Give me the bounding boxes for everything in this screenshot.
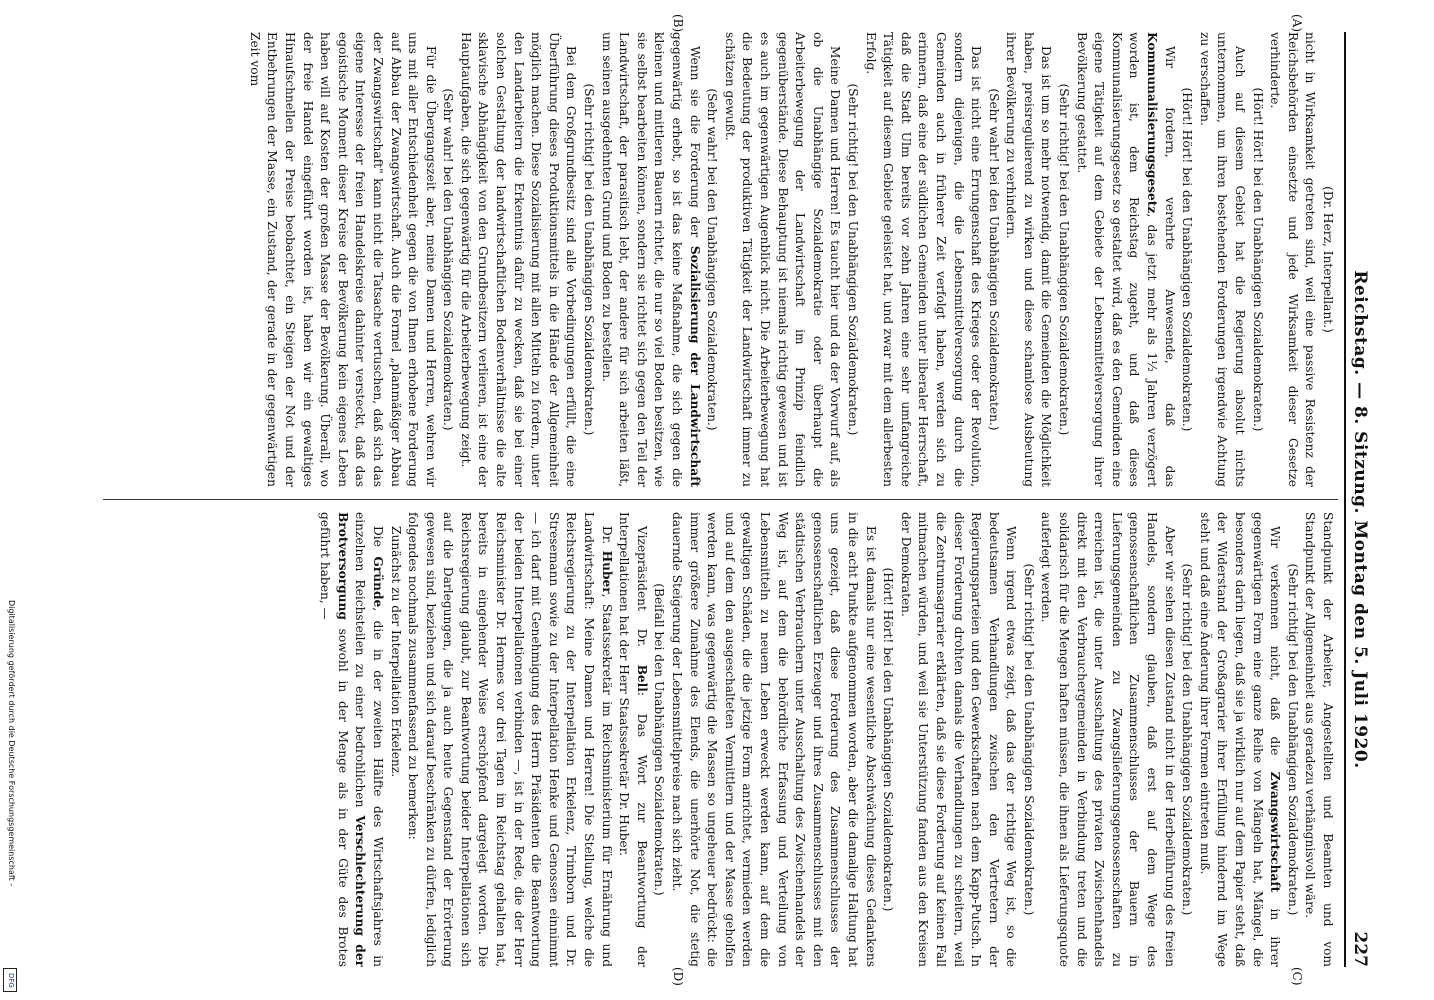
text-run: sowohl in der Menge als in der Güte des Brotes geführt haben, — bbox=[318, 512, 350, 967]
speaker-label: (Dr. Herz, Interpellant.) bbox=[1321, 186, 1335, 333]
text-run: gegenwärtig erhebt, so ist das keine Maßnahme, die sich gegen die kleinen und mittleren Bauern richtet, die nur so viel Boden besitzen, wie sie selbst bearbeiten können, sondern sie richtet sich gegen den Teil der Landwirtschaft, der parasitisch lebt, der andere für sich arbeiten läßt, um seinen ausgedehnten Grund und Boden zu bestellen. bbox=[599, 32, 685, 487]
page-number: 227 bbox=[1350, 931, 1370, 967]
paragraph: Es ist damals nur eine wesentliche Abschwächung dieses Gedankens in die acht Punkte aufgenommen worden, aber die damalige Haltung hat uns gezeigt, daß diese Forderung des Zusammenschlusses der genossenschaftlichen Erzeuger und ihres Zusammenschlusses mit den städtischen Verbrauchern unter Ausschaltung des Zwischenhandels der Weg ist, auf dem die behördliche Erfassung und Verteilung von Lebensmitteln zu neuem Leben erweckt werden kann, auf dem die gewaltigen Schäden, die die jetzige Form anrichtet, vermieden werden und auf dem den ausgeschalteten Vermittlern und der Masse geholfen werden kann, was gegenwärtig die Massen so ungeheuer bedrückt: die immer größere Zunahme des Elends, die unerhörte Not, die stetig dauernde Steigerung der Lebensmittelpreise nach sich zieht. bbox=[670, 512, 878, 967]
paragraph: Aber wir sehen diesen Zustand nicht in der Herbeiführung des freien Handels, sondern glauben, daß erst auf dem Wege des genossenschaftlichen Zusammenschlusses der Bauern in Lieferungsgemeinden zu Zwangslieferungsgenossenschaften zu erreichen ist, die unter Ausschaltung des privaten Zwischenhandels direkt mit den Verbrauchergemeinden in Verbindung treten und die solidarisch für die Mengen haften müssen, die ihnen als Lieferungsquote auferlegt werden. bbox=[1039, 512, 1177, 967]
scanned-page bbox=[90, 12, 1390, 987]
credit-text: Digitalisierung gefördert durch die Deutsche Forschungsgemeinschaft - bbox=[7, 600, 16, 887]
margin-letter-a: (A) bbox=[1290, 14, 1304, 33]
reaction: (Hört! Hört! bei den Unabhängigen Sozialdemokraten.) bbox=[881, 567, 896, 912]
paragraph: Zunächst zu der Interpellation Erkelenz. bbox=[388, 526, 403, 778]
running-title: Reichstag. — 8. Sitzung. Montag den 5. Juli 1920. bbox=[1350, 270, 1370, 769]
column-divider bbox=[103, 499, 1338, 500]
reaction: (Sehr richtig! bei den Unabhängigen Sozialdemokraten.) bbox=[845, 83, 860, 436]
reaction: (Sehr richtig! bei den Unabhängigen Sozialdemokraten.) bbox=[1180, 563, 1195, 916]
text-run: : Das Wort zur Beantwortung der Interpellationen hat der Herr Staatssekretär Dr. Huber. bbox=[617, 512, 649, 967]
text-run: Wenn sie die Forderung der bbox=[687, 46, 702, 246]
paragraph: Bei dem Großgrundbesitz sind alle Vorbedingungen erfüllt, die eine Überführung dieses Produktionsmittels in die Hände der Allgemeinheit möglich machen. Diese Sozialisierung mit allen Mitteln zu fordern, unter den Landarbeitern die Erkenntnis dafür zu wecken, daß sie bei einer solchen Gestaltung der landwirtschaftlichen Bodenverhältnisse die alte sklavische Abhängigkeit von den Grundbesitzern verlieren, ist eine der Hauptaufgaben, die sich gegenwärtig für die Arbeiterbewegung zeigt. bbox=[458, 32, 579, 487]
paragraph: Für die Übergangszeit aber, meine Damen und Herren, wehren wir uns mit aller Entschiedenheit gegen die von Ihnen erhobene Forderung auf Abbau der Zwangswirtschaft. Auch die Formel „planmäßiger Abbau der Zwangswirtschaft" kann nicht die Tatsache vertuschen, daß sich das eigene Interesse der freien Handelskreise dahinter versteckt, daß das egoistische Moment dieser Kreise der Bevölkerung kein eigenes Leben haben will auf Kosten der großen Masse der Bevölkerung. Überall, wo der freie Handel eingeführt worden ist, haben wir ein gewaltiges Hinaufschnellen der Preise beobachtet, ein Steigen der Not und der Entbehrungen der Masse, ein Zustand, der gerade in der gegenwärtigen Zeit vom bbox=[247, 32, 438, 487]
text-run: Wir fordern, verehrte Anwesende, daß das bbox=[1162, 46, 1177, 487]
margin-letter-c: (C) bbox=[1290, 967, 1304, 986]
paragraph bbox=[1195, 512, 1283, 967]
margin-letter-d: (D) bbox=[671, 967, 685, 986]
paragraph: Wenn irgend etwas zeigt, daß das der richtige Weg ist, so die bedeutsamen Verhandlungen zwischen den Vertretern der Regierungsparteien und den Gewerkschaften nach dem Kapp-Putsch. In dieser Forderung drohten damals die Verhandlungen zu scheitern, weil die Zentrumsagrarier erklärten, daß sie diese Forderung auf keinen Fall mitmachen würden, und weil sie Unterstützung fanden aus den Kreisen der Demokraten. bbox=[898, 512, 1019, 967]
reaction: (Sehr richtig! bei den Unabhängigen Sozialdemokraten.) bbox=[1021, 563, 1036, 916]
paragraph bbox=[404, 512, 615, 967]
paragraph: nicht in Wirksamkeit getreten sind, weil eine passive Resistenz der Reichsbehörden einsetzte und jede Wirksamkeit dieser Gesetze verhinderte. bbox=[1268, 32, 1318, 487]
text-run: in ihrer gegenwärtigen Form eine ganze Reihe von Mängeln hat, Mängel, die besonders darin liegen, daß sie ja wirklich nur auf dem Papier steht, daß der Widerstand der Großagrarier ihrer Erfüllung hindernd im Wege steht und daß eine Änderung ihrer Formen eintreten muß. bbox=[1197, 512, 1283, 967]
text-run: Vizepräsident Dr. bbox=[634, 526, 649, 665]
reaction: (Sehr wahr! bei den Unabhängigen Sozialdemokraten.) bbox=[705, 88, 720, 431]
paragraph bbox=[597, 32, 703, 487]
dfg-logo: DFG bbox=[3, 968, 17, 992]
emphasis: Huber bbox=[599, 550, 614, 594]
text-run: Wir verkennen nicht, daß die bbox=[1268, 526, 1283, 772]
right-column bbox=[106, 512, 1336, 967]
paragraph bbox=[316, 512, 386, 967]
reaction: (Hört! Hört! bei den Unabhängigen Sozialdemokraten.) bbox=[1180, 87, 1195, 432]
text-run: Die bbox=[370, 526, 385, 557]
text-run: , die in der zweiten Hälfte des Wirtschaftsjahres in einzelnen Reichsteilen zu einer bedrohlichen bbox=[353, 512, 385, 967]
reaction: (Sehr richtig! bei den Unabhängigen Sozialdemokraten.) bbox=[582, 83, 597, 436]
paragraph: Das ist um so mehr notwendig, damit die Gemeinden die Möglichkeit haben, preisregulierend zu wirken und diese schamlose Ausbeutung ihrer Bevölkerung zu verhindern. bbox=[1004, 32, 1054, 487]
emphasis: Zwangswirtschaft bbox=[1268, 771, 1283, 893]
emphasis: Kommunalisierungsgesetz bbox=[1145, 32, 1160, 214]
text-run: Dr. bbox=[599, 526, 614, 551]
reaction: (Hört! Hört! bei den Unabhängigen Sozialdemokraten.) bbox=[1250, 87, 1265, 432]
left-column bbox=[106, 32, 1336, 487]
paragraph: Das ist nicht eine Errungenschaft des Krieges oder der Revolution, sondern diejenigen, die die Lebensmittelversorgung durch die Gemeinden auch in früherer Zeit verfolgt haben, werden sich zu erinnern, daß eine der südlichen Gemeinden unter liberaler Herrschaft, daß die Stadt Ulm bereits vor zehn Jahren eine sehr umfangreiche Tätigkeit auf diesem Gebiete geleistet hat, und zwar mit dem allerbesten Erfolg. bbox=[863, 32, 984, 487]
paragraph bbox=[1072, 32, 1178, 487]
reaction: (Sehr richtig! bei den Unabhängigen Sozialdemokraten.) bbox=[1285, 563, 1300, 916]
paragraph bbox=[615, 512, 650, 967]
digitization-credit bbox=[2, 600, 26, 995]
reaction: (Sehr richtig! bei den Unabhängigen Sozialdemokraten.) bbox=[1057, 83, 1072, 436]
margin-letter-b: (B) bbox=[671, 14, 685, 33]
emphasis: Gründe bbox=[370, 556, 385, 608]
reaction: (Beifall bei den Unabhängigen Sozialdemokraten.) bbox=[652, 583, 667, 896]
reaction: (Sehr wahr! bei den Unabhängigen Sozialdemokraten.) bbox=[986, 88, 1001, 431]
paragraph: Meine Damen und Herren! Es taucht hier und da der Vorwurf auf, als ob die Unabhängige Sozialdemokratie oder überhaupt die Arbeiterbewegung der Landwirtschaft im Prinzip feindlich gegenüberstände. Diese Behauptung ist niemals richtig gewesen und ist es auch im gegenwärtigen Augenblick nicht. Die Arbeiterbewegung hat die Bedeutung der produktiven Tätigkeit der Landwirtschaft immer zu schätzen gewußt. bbox=[722, 32, 843, 487]
page-content bbox=[90, 12, 1390, 987]
paragraph: Standpunkt der Arbeiter, Angestellten und Beamten und vom Standpunkt der Allgemeinheit aus geradezu verhängnisvoll wäre. bbox=[1303, 512, 1335, 967]
text-run: , Staatssekretär im Reichsministerium für Ernährung und Landwirtschaft: Meine Damen und Herren! Die Stellung, welche die Reichsregierung zu der Interpellation Erkelenz, Trimborn und Dr. Stresemann sowie zu der Interpellation Henke und Genossen einnimmt — ich darf mit Genehmigung des Herrn Präsidenten die Beantwortung der beiden Interpellationen verbinden —, ist in der Rede, die der Herr Reichsminister Dr. Hermes vor drei Tagen im Reichstag gehalten hat, bereits in eingehender Weise erschöpfend dargelegt worden. Die Reichsregierung glaubt, zur Beantwortung beider Interpellationen sich auf die Darlegungen, die ja auch heute Gegenstand der Erörterung gewesen sind, beziehen und sich darauf beschränken zu dürfen, lediglich folgendes nochmals zusammenfassend zu bemerken: bbox=[406, 512, 614, 967]
page-header bbox=[1344, 32, 1372, 967]
reaction: (Sehr wahr! bei den Unabhängigen Sozialdemokraten.) bbox=[441, 88, 456, 431]
emphasis: Sozialisierung der Landwirtschaft bbox=[687, 245, 702, 487]
emphasis: Bell bbox=[634, 664, 649, 692]
paragraph: Auch auf diesem Gebiet hat die Regierung absolut nichts unternommen, um ihren bestehenden Forderungen irgendwie Achtung zu verschaffen. bbox=[1197, 32, 1248, 487]
text-run: , das jetzt mehr als 1½ Jahren verzögert worden ist, dem Reichstag zugeht, und daß dieses Kommunalisierungsgesetz so gestaltet wird, daß es den Gemeinden eine eigene Tätigkeit auf dem Gebiete der Lebensmittelversorgung ihrer Bevölkerung gestattet. bbox=[1074, 32, 1160, 487]
emphasis: Verschlechterung der Brotversorgung bbox=[335, 512, 368, 967]
